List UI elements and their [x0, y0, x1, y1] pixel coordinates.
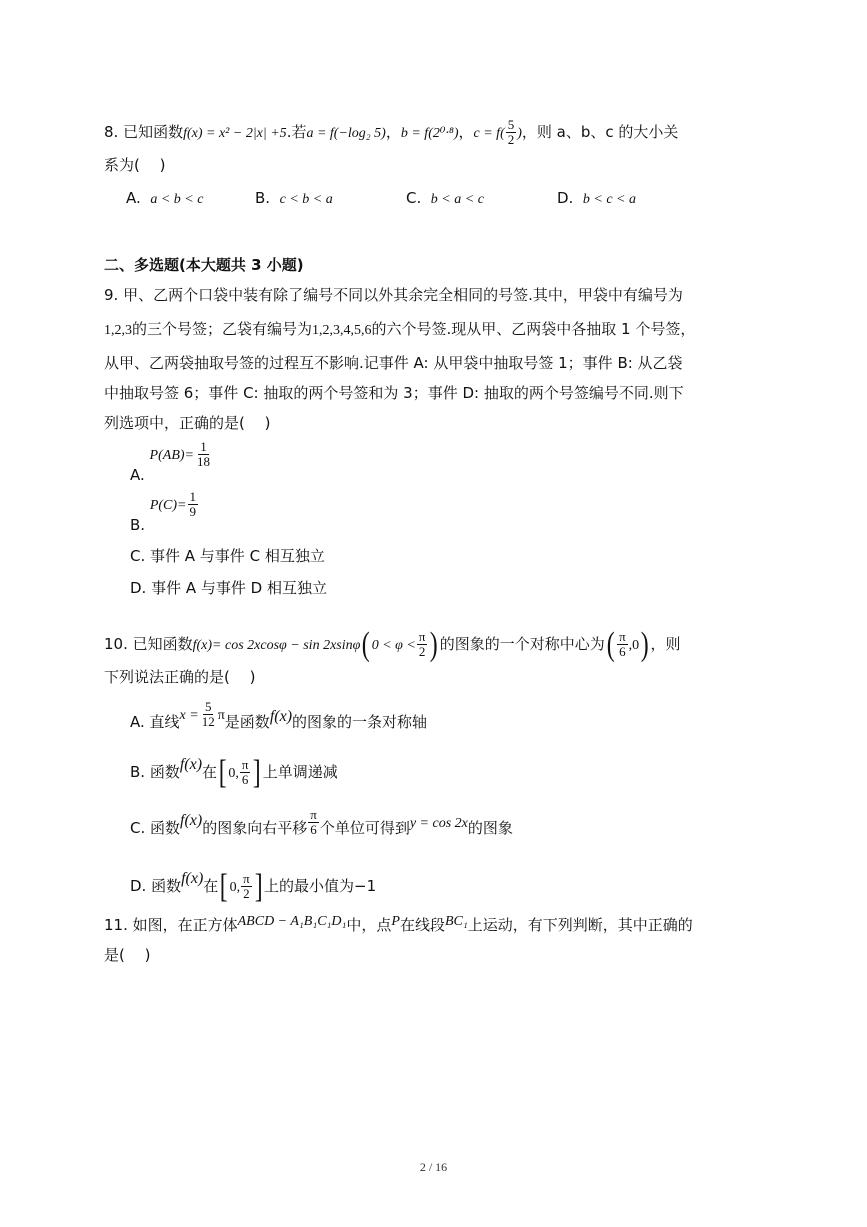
q10-b-num: π	[241, 757, 249, 772]
q10-a-tail: 的图象的一条对称轴	[292, 713, 428, 731]
q8-c-fraction	[506, 118, 517, 147]
q10-d-int-a: 0,	[229, 880, 241, 895]
q10-d-rbracket: ]	[254, 867, 263, 905]
q11-cube: ABCD − A₁B₁C₁D₁	[237, 914, 347, 929]
q10-d-pre: D. 函数	[130, 877, 182, 895]
q10-d-tail: 上的最小值为−1	[264, 877, 377, 895]
q9-line4: 中抽取号签 6；事件 C: 抽取的两个号签和为 3；事件 D: 抽取的两个号签编号不同.则下	[104, 384, 684, 402]
q8-b-def: b = f(2⁰·⁸)	[400, 126, 459, 141]
q8-option-d	[557, 187, 636, 211]
q10-d-lbracket: [	[220, 867, 228, 905]
q10-cond-num: π	[418, 629, 426, 644]
q10-b-f: f(x)	[179, 756, 203, 773]
q11-line1	[104, 914, 693, 938]
q9-set1: 1,2,3	[104, 323, 132, 338]
q11-point: P	[391, 914, 400, 929]
q10-condition: 0 < φ <	[371, 638, 416, 653]
q8-comma1: ，	[385, 123, 401, 141]
q8-a-def: a = f(−log₂ 5)	[306, 126, 386, 141]
q10-a-pi: π	[217, 708, 225, 723]
q10-c-den: 6	[310, 822, 317, 837]
q10-c-mid2: 个单位可得到	[319, 819, 410, 837]
q10-c-num: π	[310, 807, 317, 822]
q10-d-num: π	[243, 871, 250, 886]
q10-d-den: 2	[243, 886, 250, 901]
page-number: 2 / 16	[419, 1160, 448, 1174]
q10-tail: ，则	[650, 635, 681, 653]
q8-option-b-label: B.	[255, 189, 271, 207]
q10-b-den: 6	[241, 772, 249, 787]
q10-b-int-a: 0,	[228, 766, 239, 781]
q10-c-tail: 的图象	[467, 819, 513, 837]
q8-option-c	[406, 187, 484, 211]
q11-tail: 上运动，有下列判断，其中正确的	[467, 916, 693, 934]
q9-option-b-den: 9	[189, 504, 197, 519]
q10-a-den: 12	[201, 714, 215, 729]
q8-line2: 系为( )	[104, 156, 166, 174]
q10-b-rbracket: ]	[253, 753, 262, 791]
q8-option-b-text: c < b < a	[279, 192, 333, 207]
q9-option-b-num: 1	[189, 489, 197, 504]
q10-option-c	[130, 808, 513, 850]
q9-option-b-fraction	[188, 490, 199, 519]
q10-cond-fraction	[417, 630, 428, 659]
q10-a-fraction	[200, 700, 217, 729]
q8-option-a-label: A.	[126, 189, 141, 207]
q9-line2-a: 的三个号签；乙袋有编号为	[132, 320, 313, 338]
q9-option-a	[130, 439, 213, 486]
q10-cond-den: 2	[418, 644, 426, 659]
q9-line3: 从甲、乙两袋抽取号签的过程互不影响.记事件 A: 从甲袋中抽取号签 1；事件 B: 从乙袋	[104, 354, 683, 372]
q9-set2: 1,2,3,4,5,6	[312, 323, 372, 338]
q9-line1: 9. 甲、乙两个口袋中装有除了编号不同以外其余完全相同的号签.其中，甲袋中有编号为	[104, 286, 683, 304]
q10-function: f(x)= cos 2xcosφ − sin 2xsinφ	[192, 638, 361, 653]
q10-c-mid: 的图象向右平移	[202, 819, 308, 837]
q9-option-a-lhs: P(AB)=	[149, 448, 194, 463]
q8-option-b	[255, 187, 333, 211]
q9-option-c: C. 事件 A 与事件 C 相互独立	[130, 547, 325, 565]
q10-b-zai: 在	[202, 763, 218, 781]
q10-cond-lparen: (	[362, 625, 371, 663]
q10-line2: 下列说法正确的是( )	[104, 668, 256, 686]
q10-d-f: f(x)	[181, 870, 204, 887]
q10-mid: 的图象的一个对称中心为	[439, 635, 605, 653]
q10-a-mid: 是函数	[224, 713, 270, 731]
q11-segment: BC₁	[445, 914, 468, 929]
q8-comma2: ，	[458, 123, 474, 141]
q8-line1-tail: ，则 a、b、c 的大小关	[521, 123, 679, 141]
q8-c-suffix: )	[517, 126, 522, 141]
q10-option-d	[130, 866, 376, 908]
q11-line2: 是( )	[104, 946, 151, 964]
q9-option-a-fraction	[195, 440, 212, 469]
q10-option-a	[130, 699, 428, 742]
q9-line5: 列选项中，正确的是( )	[104, 414, 271, 432]
q10-center-lparen: (	[606, 625, 615, 663]
q9-option-a-label: A.	[130, 466, 145, 484]
q9-option-a-num: 1	[200, 439, 207, 454]
q8-option-a	[126, 187, 203, 211]
q10-c-y: y = cos 2x	[409, 816, 468, 831]
q10-b-tail: 上单调递减	[262, 763, 338, 781]
q8-option-c-text: b < a < c	[430, 192, 484, 207]
q10-c-fraction	[308, 808, 319, 837]
q10-cond-rparen: )	[430, 625, 439, 663]
q10-prefix: 10. 已知函数	[104, 635, 193, 653]
q8-option-d-text: b < c < a	[582, 192, 636, 207]
q8-line1	[104, 118, 678, 147]
q9-option-b-lhs: P(C)=	[149, 498, 187, 513]
q10-c-f: f(x)	[180, 812, 203, 829]
q10-b-pre: B. 函数	[130, 763, 180, 781]
q8-c-prefix: c = f(	[473, 126, 505, 141]
q10-center-fraction	[617, 630, 628, 659]
q10-a-pre: A. 直线	[130, 713, 180, 731]
q8-function: f(x) = x² − 2|x| +5	[183, 126, 287, 141]
q9-option-d: D. 事件 A 与事件 D 相互独立	[130, 579, 327, 597]
q11-prefix: 11. 如图，在正方体	[104, 916, 238, 934]
q10-option-b	[130, 752, 338, 794]
q9-option-b-label: B.	[130, 516, 146, 534]
section-heading: 二、多选题(本大题共 3 小题)	[104, 256, 304, 274]
q8-prefix: 8. 已知函数	[104, 123, 184, 141]
q10-center-den: 6	[619, 644, 626, 659]
q9-line2-b: 的六个号签.现从甲、乙两袋中各抽取 1 个号签，	[371, 320, 696, 338]
q10-center-rparen: )	[640, 625, 649, 663]
q10-d-fraction	[241, 872, 252, 901]
q10-center-num: π	[619, 629, 626, 644]
q10-d-zai: 在	[203, 877, 219, 895]
q10-center-tail: ,0	[628, 638, 640, 653]
q10-c-pre: C. 函数	[130, 819, 181, 837]
q8-c-num: 5	[507, 117, 515, 132]
q10-b-fraction	[240, 758, 251, 787]
q11-mid: 中，点	[346, 916, 392, 934]
q10-a-num: 5	[204, 699, 212, 714]
q11-mid2: 在线段	[399, 916, 445, 934]
q9-option-b	[130, 489, 199, 536]
q8-ruo: .若	[286, 123, 307, 141]
q10-b-lbracket: [	[218, 753, 227, 791]
q9-option-a-den: 18	[196, 454, 210, 469]
q8-c-den: 2	[507, 132, 515, 147]
q8-option-c-label: C.	[406, 189, 422, 207]
q10-line1	[104, 624, 681, 666]
q10-a-f: f(x)	[269, 708, 293, 725]
q10-a-x: x =	[179, 708, 199, 723]
q8-option-a-text: a < b < c	[150, 192, 204, 207]
q9-line2	[104, 318, 695, 342]
q8-option-d-label: D.	[557, 189, 574, 207]
